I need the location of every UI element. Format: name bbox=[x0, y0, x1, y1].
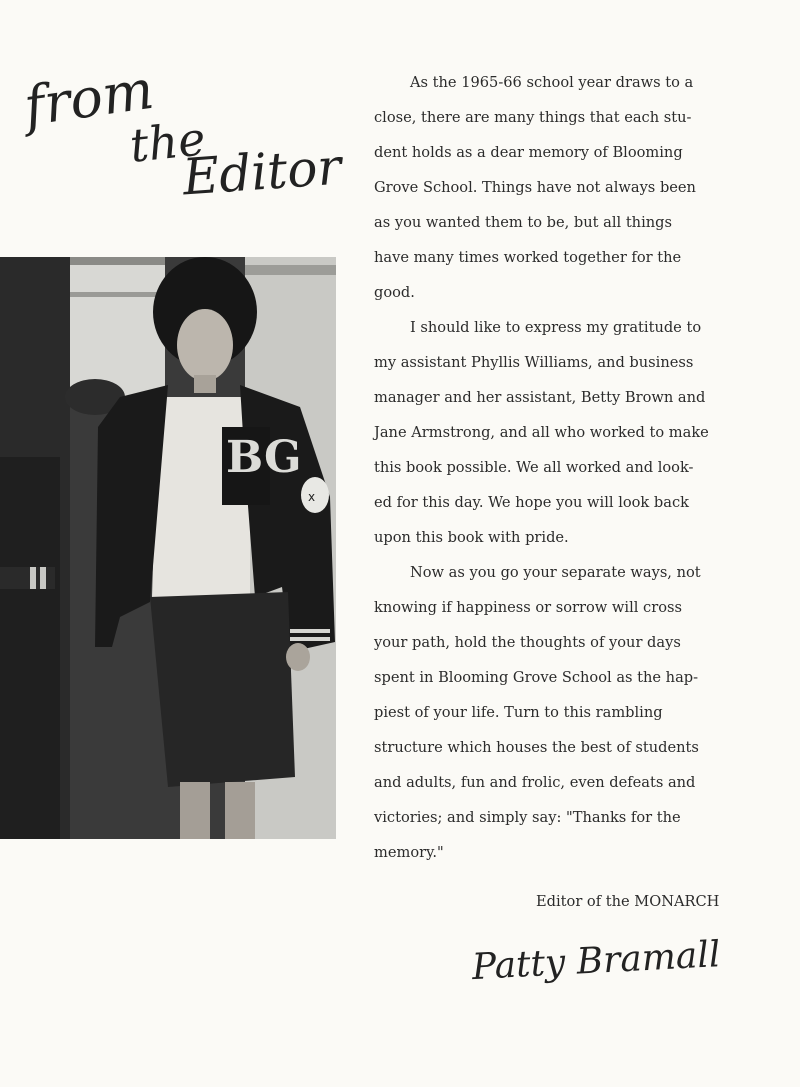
text-line: victories; and simply say: "Thanks for the bbox=[374, 809, 681, 826]
text-line: spent in Blooming Grove School as the hap- bbox=[374, 669, 699, 686]
text-line: piest of your life. Turn to this rambling bbox=[374, 704, 663, 721]
text-line: Now as you go your separate ways, not bbox=[410, 564, 701, 581]
signature-script bbox=[468, 928, 753, 998]
text-line: ed for this day. We hope you will look back bbox=[374, 494, 689, 511]
text-line: memory." bbox=[374, 844, 444, 861]
paragraph-1 bbox=[374, 65, 744, 310]
text-line: dent holds as a dear memory of Blooming bbox=[374, 144, 683, 161]
text-line: good. bbox=[374, 284, 415, 301]
text-line: knowing if happiness or sorrow will cross bbox=[374, 599, 682, 616]
text-line: close, there are many things that each stu- bbox=[374, 109, 692, 126]
editor-signature bbox=[468, 928, 753, 998]
heading-line-the: the bbox=[127, 111, 208, 173]
signature-text: Patty Bramall bbox=[470, 934, 722, 989]
text-line: and adults, fun and frolic, even defeats and bbox=[374, 774, 696, 791]
jacket-letters: BG bbox=[226, 432, 302, 483]
editor-photo bbox=[0, 257, 336, 839]
text-line: Jane Armstrong, and all who worked to make bbox=[374, 424, 709, 441]
text-line: this book possible. We all worked and look- bbox=[374, 459, 694, 476]
editor-letter bbox=[374, 65, 744, 870]
svg-text:x: x bbox=[308, 490, 316, 504]
text-line: have many times worked together for the bbox=[374, 249, 682, 266]
text-line: manager and her assistant, Betty Brown and bbox=[374, 389, 706, 406]
paragraph-2 bbox=[374, 310, 744, 555]
text-line: as you wanted them to be, but all things bbox=[374, 214, 672, 231]
text-line: I should like to express my gratitude to bbox=[410, 319, 702, 336]
heading-line-editor: Editor bbox=[180, 137, 344, 203]
handwritten-heading bbox=[18, 58, 358, 203]
signoff-title: Editor of the MONARCH bbox=[536, 893, 720, 910]
paragraph-3 bbox=[374, 555, 744, 870]
text-line: upon this book with pride. bbox=[374, 529, 569, 546]
text-line: As the 1965-66 school year draws to a bbox=[410, 74, 694, 91]
heading-script bbox=[18, 58, 358, 203]
text-line: my assistant Phyllis Williams, and business bbox=[374, 354, 694, 371]
photo-illustration bbox=[0, 257, 336, 839]
text-line: Grove School. Things have not always been bbox=[374, 179, 696, 196]
text-line: your path, hold the thoughts of your days bbox=[374, 634, 681, 651]
text-line: structure which houses the best of students bbox=[374, 739, 699, 756]
heading-line-from: from bbox=[20, 58, 158, 139]
